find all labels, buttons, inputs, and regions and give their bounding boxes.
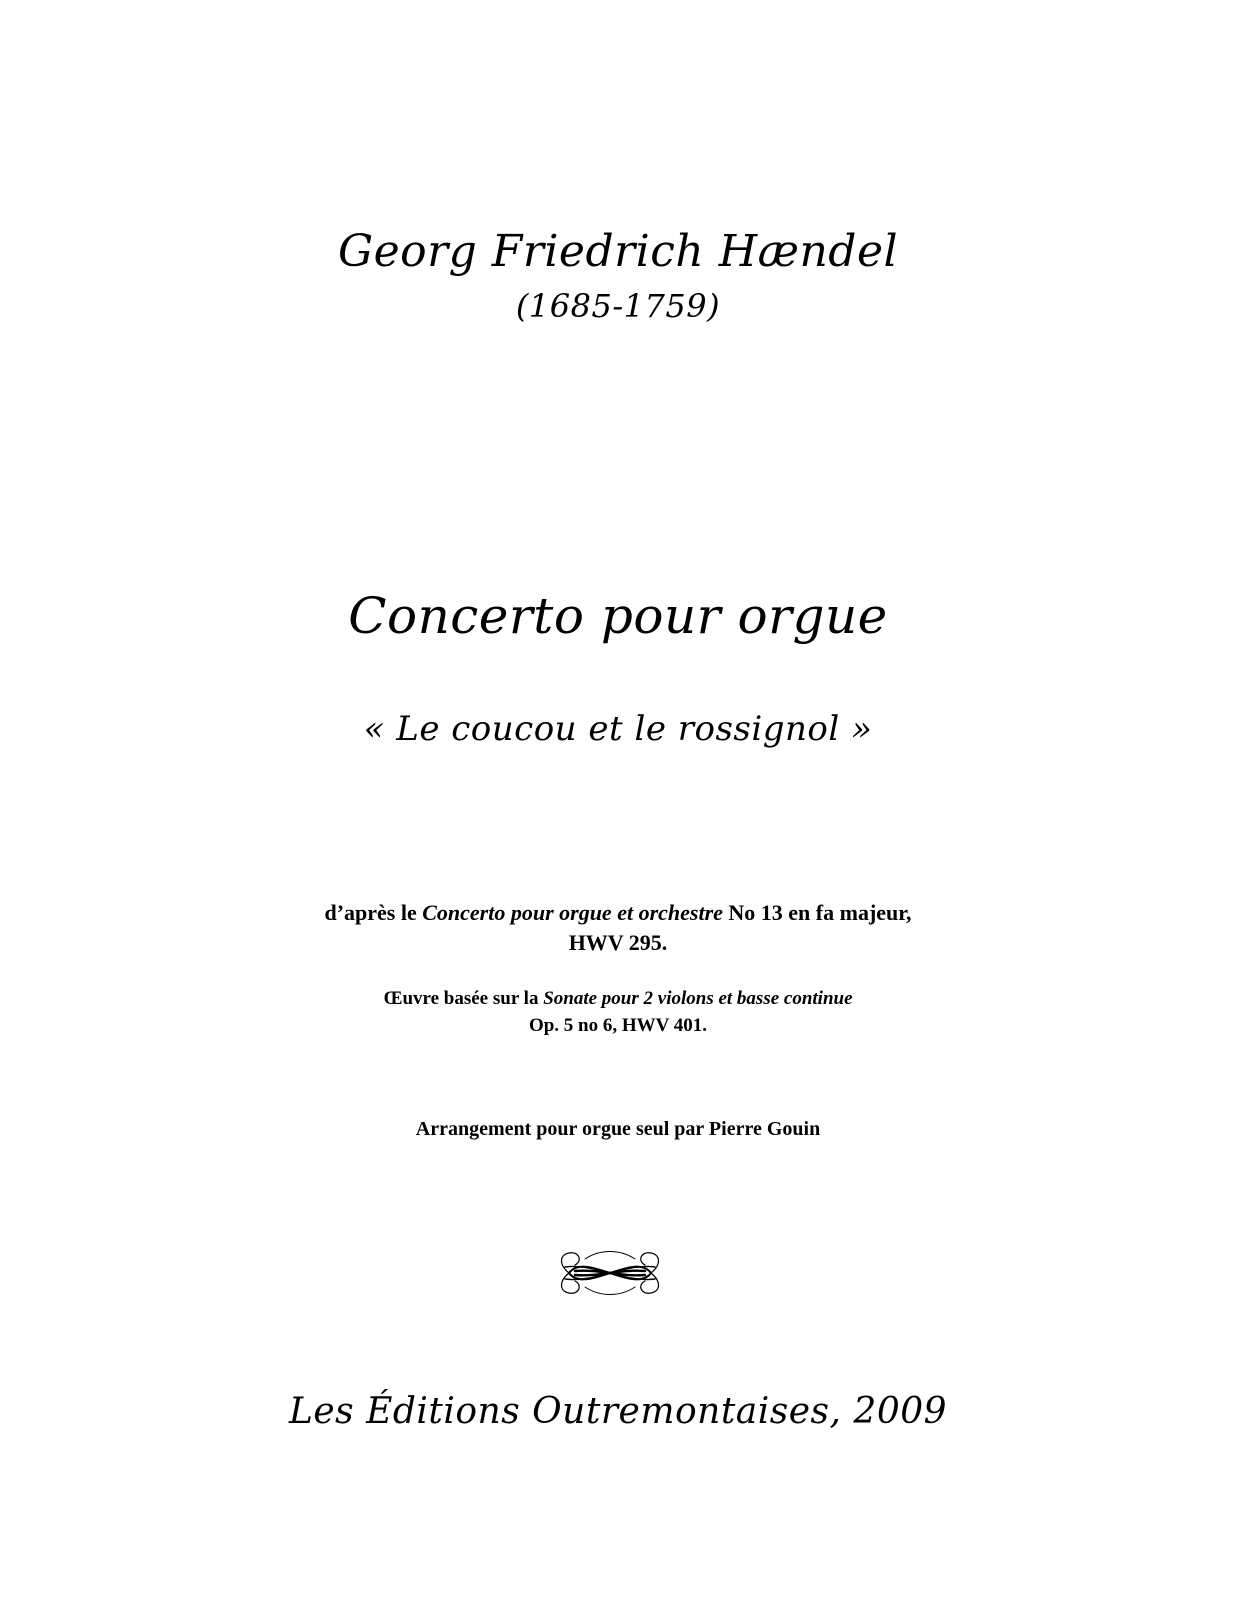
publisher-line: Les Éditions Outremontaises, 2009 <box>288 1391 948 1432</box>
composer-name: Georg Friedrich Hændel <box>337 226 899 277</box>
oeuvre-line <box>0 985 1236 1012</box>
based-on-prefix: d’après le <box>324 900 423 925</box>
composer-dates: (1685-1759) <box>515 287 721 325</box>
based-on-catalog: HWV 295. <box>568 930 668 955</box>
oeuvre-italic-title: Sonate pour 2 violons et basse continue <box>543 988 853 1009</box>
based-on-line <box>0 898 1236 928</box>
work-subtitle: « Le coucou et le rossignol » <box>363 709 873 749</box>
work-title: Concerto pour orgue <box>348 587 888 645</box>
oeuvre-catalog: Op. 5 no 6, HWV 401. <box>528 1015 708 1036</box>
oeuvre-prefix: Œuvre basée sur la <box>383 988 544 1009</box>
flourish-ornament-icon <box>555 1245 665 1301</box>
arrangement-credit: Arrangement pour orgue seul par Pierre Gouin <box>415 1118 821 1140</box>
based-on-italic-title: Concerto pour orgue et orchestre <box>422 900 723 925</box>
based-on-suffix: No 13 en fa majeur, <box>722 900 912 925</box>
